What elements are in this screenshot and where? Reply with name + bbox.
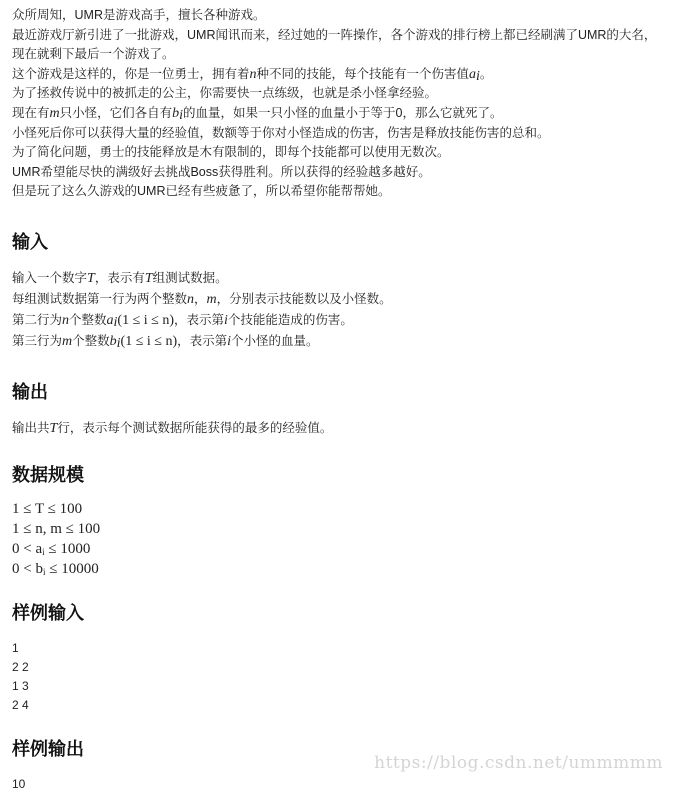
description-line [12,143,663,163]
text: 个小怪的血量。 [231,333,319,348]
text: 但是玩了这么久游戏的UMR已经有些疲惫了，所以希望你能帮帮她。 [12,184,391,199]
math-var: i [224,312,228,328]
description-line [12,163,663,183]
math-range: (1 ≤ i ≤ n) [117,312,175,328]
description-line [12,182,663,202]
output-heading: 输出 [12,381,48,403]
text: 个整数 [72,333,110,348]
math-var: a [106,312,114,328]
text: ≤ 10000 [45,560,99,577]
text: ，表示第 [174,312,225,327]
sample-input-heading: 样例输入 [12,602,84,624]
math-subscript: i [476,68,480,84]
text: 0 < a [12,540,43,557]
math-var: n [187,291,195,307]
watermark: https://blog.csdn.net/ummmmm [374,753,663,773]
text: 为了简化问题，勇士的技能释放是木有限制的，即每个技能都可以使用无数次。 [12,145,450,160]
text: 。 [479,66,493,81]
math-subscript: i [42,546,45,557]
math-subscript: i [113,314,118,330]
text: 个技能能造成的伤害。 [227,312,353,327]
math-var: T [144,270,153,286]
text: 0 < b [12,560,43,577]
description-line [12,104,663,124]
description-line [12,45,663,65]
text: ≤ 1000 [44,540,91,557]
constraint: 1 ≤ n, m ≤ 100 [12,520,101,537]
text: 小怪死后你可以获得大量的经验值，数额等于你对小怪造成的伤害，伤害是释放技能伤害的总和。 [12,125,550,140]
description-line [12,84,663,104]
text: 为了拯救传说中的被抓走的公主，你需要快一点练级，也就是杀小怪拿经验。 [12,86,438,101]
constraint [12,539,663,559]
math-var: n [62,312,70,328]
text: 输出共 [12,420,50,435]
input-line [12,289,663,310]
constraint: 1 ≤ T ≤ 100 [12,500,83,517]
output-section [12,418,663,439]
math-subscript: i [116,335,121,351]
text: ，分别表示技能数以及小怪数。 [216,291,392,306]
description-line [12,26,663,46]
text: 输入一个数字 [12,270,88,285]
text: 行，表示每个测试数据所能获得的最多的经验值。 [57,420,333,435]
constraints-list [12,499,663,579]
text: 这个游戏是这样的，你是一位勇士，拥有着 [12,66,250,81]
math-var: a [469,66,477,82]
output-line [12,418,663,439]
text: 第三行为 [12,333,63,348]
input-line [12,310,663,331]
text: UMR希望能尽快的满级好去挑战Boss获得胜利。所以获得的经验越多越好。 [12,164,431,179]
math-var: b [172,105,180,121]
description-line [12,124,663,144]
sample-line: 10 [12,776,26,791]
input-section [12,268,663,352]
sample-output-block [12,775,663,794]
text: 个整数 [69,312,107,327]
input-heading: 输入 [12,231,48,253]
constraint [12,559,663,579]
text: 组测试数据。 [152,270,228,285]
text: 种不同的技能，每个技能有一个伤害值 [256,66,470,81]
text: 只小怪，它们各自有 [59,105,173,120]
sample-output-heading: 样例输出 [12,738,84,760]
sample-line: 2 2 [12,659,29,674]
math-var: b [109,333,117,349]
sample-line: 2 4 [12,697,29,712]
math-subscript: i [179,107,184,123]
math-subscript: i [42,566,46,577]
math-var: T [49,420,58,436]
math-var: m [206,291,217,307]
text: 第二行为 [12,312,63,327]
sample-line: 1 [12,640,19,655]
text: ，表示第 [177,333,228,348]
problem-description [12,6,663,202]
text: 现在就剩下最后一个游戏了。 [12,47,175,62]
text: 的血量，如果一只小怪的血量小于等于0，那么它就死了。 [183,105,503,120]
sample-line: 1 3 [12,678,29,693]
math-var: T [87,270,95,286]
text: 现在有 [12,105,50,120]
input-line [12,331,663,352]
math-var: i [227,333,232,349]
sample-input-block [12,639,663,715]
text: 最近游戏厅新引进了一批游戏，UMR闻讯而来，经过她的一阵操作，各个游戏的排行榜上都已经刷满了UMR的大名， [12,27,657,42]
math-var: m [49,105,60,121]
description-line [12,6,663,26]
text: 每组测试数据第一行为两个整数 [12,291,188,306]
math-var: m [62,333,73,349]
math-var: n [249,66,257,82]
text: ，表示有 [94,270,145,285]
text: 众所周知，UMR是游戏高手，擅长各种游戏。 [12,8,266,22]
math-range: (1 ≤ i ≤ n) [120,333,178,349]
input-line [12,268,663,289]
text: ， [194,291,207,306]
description-line [12,65,663,85]
data-scale-heading: 数据规模 [12,464,84,486]
